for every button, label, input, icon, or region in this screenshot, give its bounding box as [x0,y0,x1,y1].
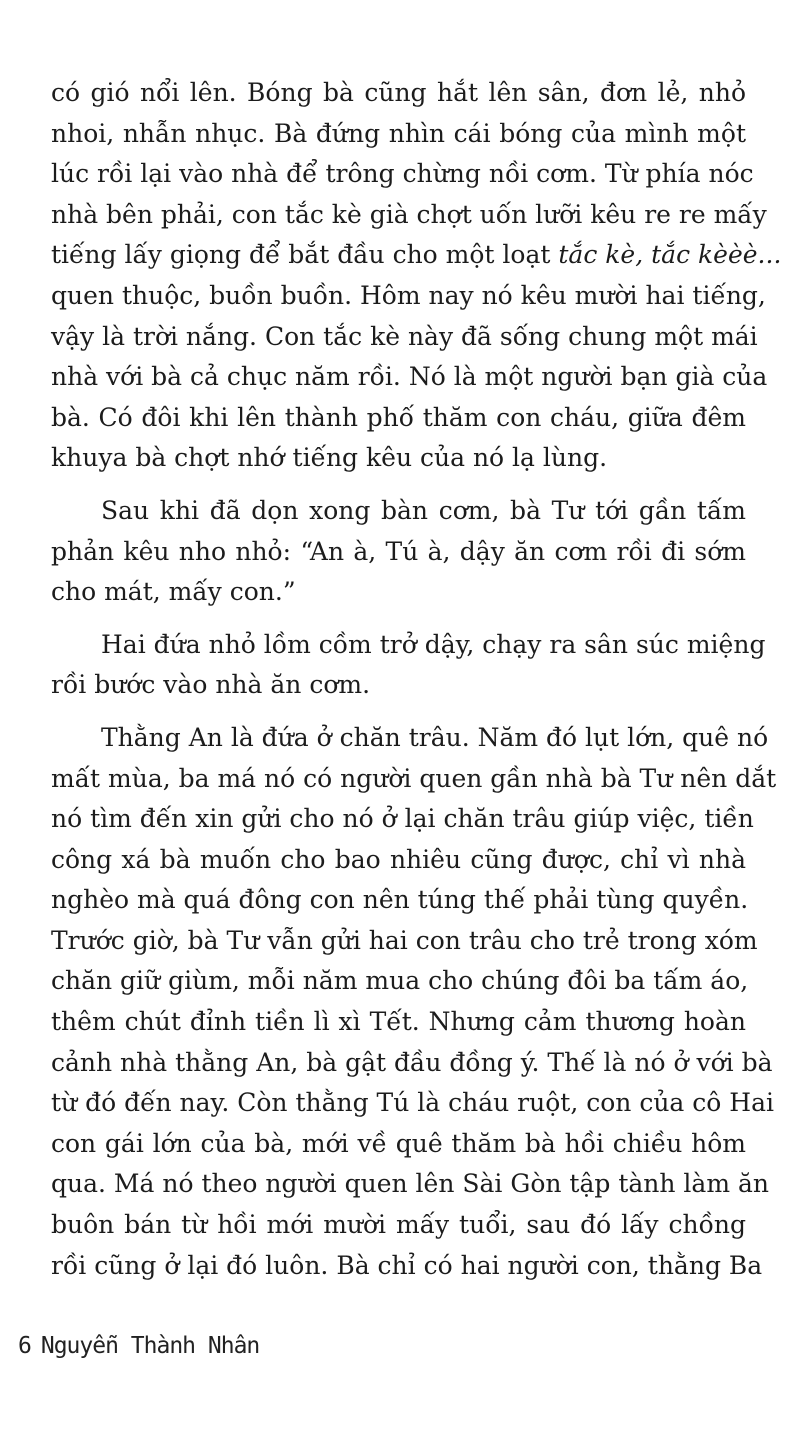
text-line: Hai đứa nhỏ lồm cồm trở dậy, chạy ra sân súc miệng [101,629,766,659]
text-line: mất mùa, ba má nó có người quen gần nhà bà Tư nên dắt [51,763,777,793]
text-line: quen thuộc, buồn buồn. Hôm nay nó kêu mười hai tiếng, [51,280,766,310]
text-line: Trước giờ, bà Tư vẫn gửi hai con trâu cho trẻ trong xóm [51,925,758,955]
text-line: con gái lớn của bà, mới về quê thăm bà hồi chiều hôm [51,1128,746,1158]
paragraph [51,625,766,706]
page-footer [18,1330,259,1362]
text-line: nghèo mà quá đông con nên túng thế phải tùng quyền. [51,885,749,915]
paragraph [51,491,746,613]
text-line: nhoi, nhẫn nhục. Bà đứng nhìn cái bóng của mình một [51,118,746,148]
text-line: Thằng An là đứa ở chăn trâu. Năm đó lụt lớn, quê nó [101,722,769,752]
text-line: cho mát, mấy con.” [51,577,296,607]
text-line: buôn bán từ hồi mới mười mấy tuổi, sau đó lấy chồng [51,1210,746,1240]
text-line: có gió nổi lên. Bóng bà cũng hắt lên sân, đơn lẻ, nhỏ [51,78,746,107]
text-line: thêm chút đỉnh tiền lì xì Tết. Nhưng cảm thương hoàn [51,1007,746,1037]
text-line: từ đó đến nay. Còn thằng Tú là cháu ruột, con của cô Hai [51,1088,774,1118]
paragraph [51,73,782,479]
paragraph-gap [51,479,746,491]
italic-phrase: tắc kè, tắc kèèè... [558,240,782,270]
text-line: bà. Có đôi khi lên thành phố thăm con cháu, giữa đêm [51,402,746,432]
paragraph-gap [51,706,746,718]
text-line: nhà với bà cả chục năm rồi. Nó là một người bạn già của [51,362,768,392]
text-line: nhà bên phải, con tắc kè già chợt uốn lưỡi kêu re re mấy [51,199,767,229]
paragraph-gap [51,613,746,625]
text-line: phản kêu nho nhỏ: “An à, Tú à, dậy ăn cơm rồi đi sớm [51,536,746,566]
text-line: nó tìm đến xin gửi cho nó ở lại chăn trâu giúp việc, tiền [51,804,754,834]
text-line: Sau khi đã dọn xong bàn cơm, bà Tư tới gần tấm [101,495,746,525]
text-line: khuya bà chợt nhớ tiếng kêu của nó lạ lùng. [51,443,608,473]
text-line: vậy là trời nắng. Con tắc kè này đã sống chung một mái [51,321,758,351]
body-text [51,73,782,1286]
text-line: cảnh nhà thằng An, bà gật đầu đồng ý. Thế là nó ở với bà [51,1047,773,1077]
text-line: tiếng lấy giọng để bắt đầu cho một loạt tắc kè, tắc kèèè... [51,240,782,270]
page-number: 6 [18,1333,31,1359]
text-line: lúc rồi lại vào nhà để trông chừng nồi cơm. Từ phía nóc [51,159,754,189]
text-line: công xá bà muốn cho bao nhiêu cũng được, chỉ vì nhà [51,844,746,874]
author-name: Nguyễn Thành Nhân [40,1333,260,1359]
paragraph [51,718,777,1286]
text-line: chăn giữ giùm, mỗi năm mua cho chúng đôi ba tấm áo, [51,966,749,996]
text-line: rồi cũng ở lại đó luôn. Bà chỉ có hai người con, thằng Ba [51,1250,763,1280]
text-line: rồi bước vào nhà ăn cơm. [51,670,371,700]
text-line: qua. Má nó theo người quen lên Sài Gòn tập tành làm ăn [51,1169,769,1199]
